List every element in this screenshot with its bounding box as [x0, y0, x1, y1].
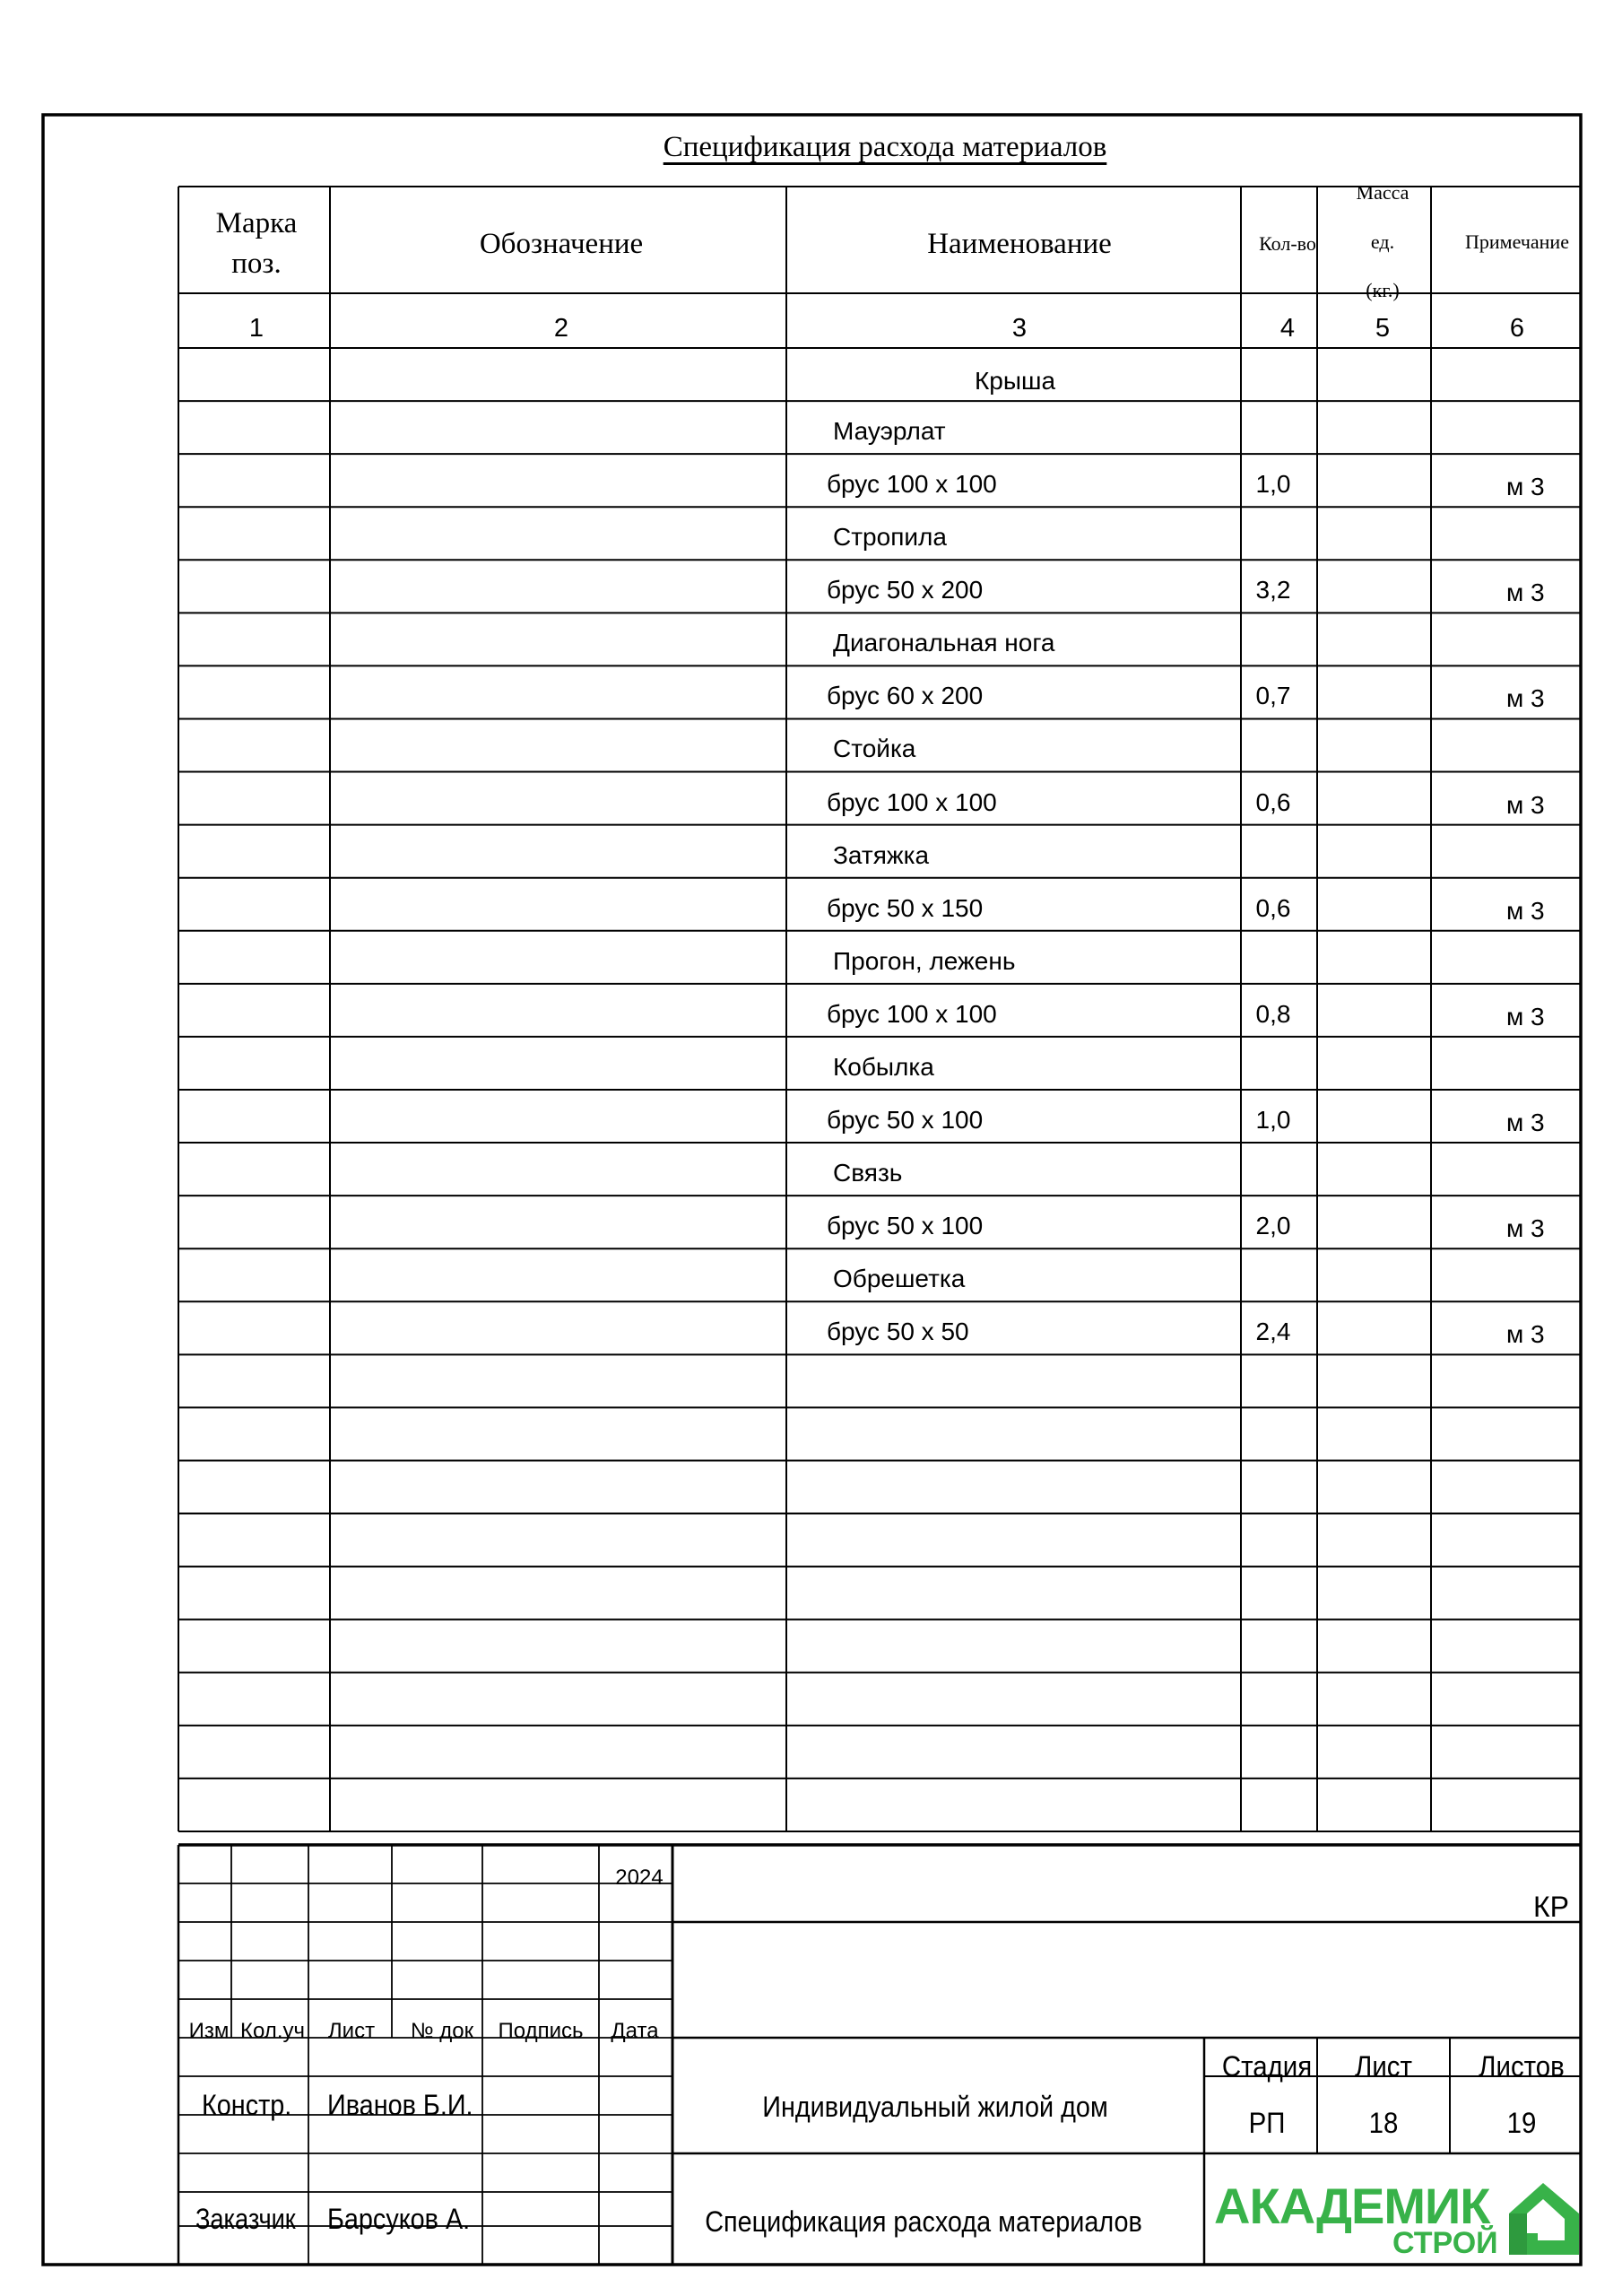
year-value: 2024: [615, 1866, 664, 1890]
role-customer: Заказчик: [195, 2203, 296, 2235]
sheet-title: Спецификация расхода материалов: [705, 2205, 1142, 2238]
logo-main-text: АКАДЕМИК: [1214, 2178, 1490, 2234]
row-name: брус 100 х 100: [827, 787, 997, 816]
row-name: брус 50 х 150: [827, 893, 984, 922]
row-name: брус 50 х 100: [827, 1212, 984, 1240]
rev-header-qty: Кол.уч: [240, 2019, 305, 2043]
header-note: Примечание: [1465, 230, 1569, 253]
row-qty: 2,0: [1255, 1212, 1291, 1240]
sheets-label: Листов: [1479, 2050, 1565, 2083]
rev-header-change: Изм: [188, 2019, 230, 2043]
header-mass-line3: (кг.): [1366, 279, 1400, 301]
sheet-label: Лист: [1355, 2050, 1412, 2083]
outer-frame: [43, 115, 1581, 2265]
row-name: брус 100 х 100: [827, 999, 997, 1028]
row-note: м 3: [1506, 896, 1545, 925]
rev-header-doc: № док: [410, 2019, 474, 2043]
stage-value: РП: [1248, 2107, 1286, 2139]
logo-sub-text: СТРОЙ: [1392, 2226, 1498, 2260]
row-note: м 3: [1506, 1002, 1545, 1031]
row-name: Затяжка: [833, 840, 930, 869]
row-note: м 3: [1506, 1320, 1545, 1349]
rev-header-date: Дата: [611, 2019, 659, 2043]
row-note: м 3: [1506, 790, 1545, 819]
row-name: Связь: [833, 1159, 903, 1187]
project-name: Индивидуальный жилой дом: [762, 2091, 1108, 2123]
role-constructor: Констр.: [202, 2089, 292, 2121]
column-number-4: 4: [1279, 314, 1296, 343]
row-qty: 0,7: [1255, 682, 1291, 710]
row-note: м 3: [1506, 578, 1545, 607]
header-name: Наименование: [927, 228, 1112, 260]
document-code: КР: [1533, 1891, 1569, 1923]
row-name: брус 50 х 100: [827, 1105, 984, 1134]
row-qty: 3,2: [1255, 576, 1291, 604]
row-note: м 3: [1506, 473, 1545, 501]
page-title: Спецификация расхода материалов: [663, 131, 1107, 163]
row-qty: 0,6: [1255, 787, 1291, 816]
header-designation: Обозначение: [479, 228, 644, 260]
row-note: м 3: [1506, 684, 1545, 713]
row-name: Обрешетка: [833, 1265, 966, 1293]
header-mark-line1: Марка: [215, 207, 298, 239]
name-customer: Барсуков А.: [327, 2203, 471, 2235]
header-mark-line2: поз.: [231, 248, 282, 280]
column-number-1: 1: [248, 314, 265, 343]
header-mass-line2: ед.: [1370, 230, 1395, 253]
rev-header-signature: Подпись: [498, 2019, 584, 2043]
row-name: Диагональная нога: [833, 629, 1055, 657]
row-name: брус 100 х 100: [827, 470, 997, 499]
row-qty: 2,4: [1255, 1318, 1291, 1346]
stage-label: Стадия: [1221, 2050, 1313, 2083]
row-note: м 3: [1506, 1108, 1545, 1136]
row-qty: 1,0: [1255, 470, 1291, 499]
row-name: брус 50 х 200: [827, 576, 984, 604]
sheet-value: 18: [1368, 2107, 1399, 2139]
header-mass-line1: Масса: [1356, 181, 1409, 204]
row-name: брус 50 х 50: [827, 1318, 969, 1346]
row-name: Стойка: [833, 735, 916, 763]
row-qty: 0,8: [1255, 999, 1291, 1028]
sheets-value: 19: [1506, 2107, 1537, 2139]
section-title: Крыша: [974, 367, 1056, 395]
column-number-6: 6: [1509, 314, 1525, 343]
row-name: Мауэрлат: [833, 417, 946, 446]
name-constructor: Иванов Б.И.: [327, 2089, 473, 2121]
row-qty: 1,0: [1255, 1105, 1291, 1134]
column-number-2: 2: [553, 314, 569, 343]
house-logo-icon: [1502, 2178, 1584, 2260]
row-name: Кобылка: [833, 1052, 934, 1081]
column-number-3: 3: [1011, 314, 1028, 343]
header-qty: Кол-во: [1259, 232, 1316, 255]
row-name: брус 60 х 200: [827, 682, 984, 710]
rev-header-sheet: Лист: [327, 2019, 376, 2043]
column-number-5: 5: [1375, 314, 1391, 343]
row-note: м 3: [1506, 1214, 1545, 1243]
row-qty: 0,6: [1255, 893, 1291, 922]
row-name: Прогон, лежень: [833, 946, 1016, 975]
row-name: Стропила: [833, 523, 947, 552]
